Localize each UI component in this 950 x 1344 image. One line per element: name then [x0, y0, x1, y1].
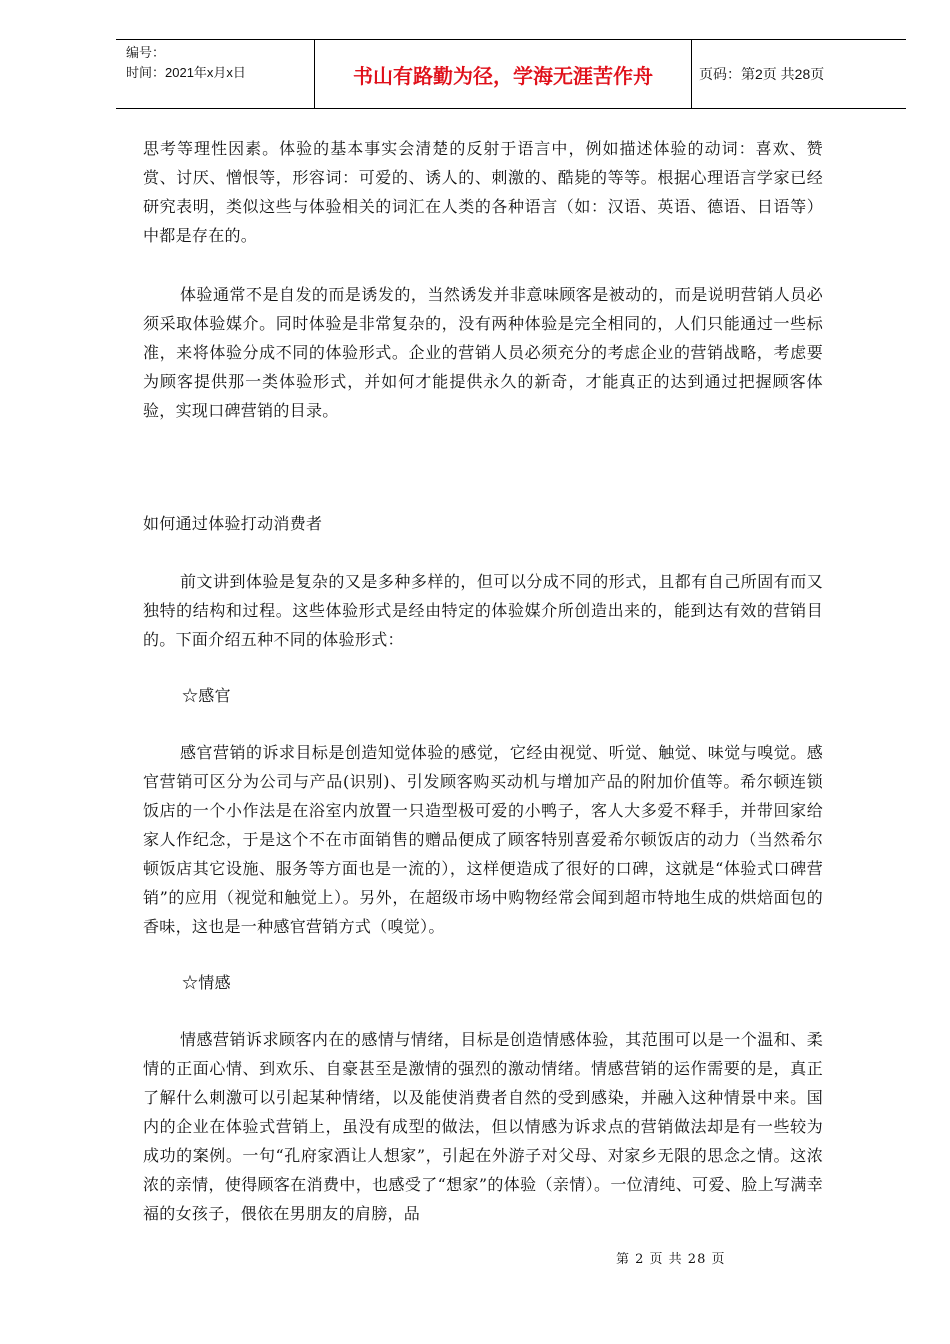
- paragraph-3: 前文讲到体验是复杂的又是多种多样的，但可以分成不同的形式，且都有自己所固有而又独特的结构和过程。这些体验形式是经由特定的体验媒介所创造出来的，能到达有效的营销目的。下面介绍五种不同的体验形式：: [143, 572, 823, 649]
- header-page-info: [691, 40, 906, 108]
- paragraph-4: 感官营销的诉求目标是创造知觉体验的感觉，它经由视觉、听觉、触觉、味觉与嗅觉。感官营销可区分为公司与产品(识别)、引发顾客购买动机与增加产品的附加价值等。希尔顿连锁饭店的一个小作法是在浴室内放置一只造型极可爱的小鸭子，客人大多爱不释手，并带回家给家人作纪念，于是这个不在市面销售的赠品便成了顾客特别喜爱希尔顿饭店的动力（当然希尔顿饭店其它设施、服务等方面也是一流的），这样便造成了很好的口碑，这就是“体验式口碑营销”的应用（视觉和触觉上）。另外，在超级市场中购物经常会闻到超市特地生成的烘焙面包的香味，这也是一种感官营销方式（嗅觉）。: [143, 743, 823, 936]
- paragraph-1: 思考等理性因素。体验的基本事实会清楚的反射于语言中，例如描述体验的动词：喜欢、赞赏、讨厌、憎恨等，形容词：可爱的、诱人的、刺激的、酷毙的等等。根据心理语言学家已经研究表明，类似这些与体验相关的词汇在人类的各种语言（如：汉语、英语、德语、日语等）中都是存在的。: [143, 139, 823, 245]
- paragraph-2: 体验通常不是自发的而是诱发的，当然诱发并非意味顾客是被动的，而是说明营销人员必须采取体验媒介。同时体验是非常复杂的，没有两种体验是完全相同的，人们只能通过一些标准，来将体验分成不同的体验形式。企业的营销人员必须充分的考虑企业的营销战略，考虑要为顾客提供那一类体验形式，并如何才能提供永久的新奇，才能真正的达到通过把握顾客体验，实现口碑营销的目录。: [143, 285, 823, 420]
- subheading-emotion: ☆情感: [182, 973, 231, 992]
- time-label: 时间：2021年x月x日: [126, 65, 246, 80]
- subheading-senses: ☆感官: [182, 686, 231, 705]
- paragraph-5: 情感营销诉求顾客内在的感情与情绪，目标是创造情感体验，其范围可以是一个温和、柔情的正面心情、到欢乐、自豪甚至是激情的强烈的激动情绪。情感营销的运作需要的是，真正了解什么刺激可以引起某种情绪，以及能使消费者自然的受到感染，并融入这种情景中来。国内的企业在体验式营销上，虽没有成型的做法，但以情感为诉求点的营销做法却是有一些较为成功的案例。一句“孔府家酒让人想家”，引起在外游子对父母、对家乡无限的思念之情。这浓浓的亲情，使得顾客在消费中，也感受了“想家”的体验（亲情）。一位清纯、可爱、脸上写满幸福的女孩子，偎依在男朋友的肩膀，品: [143, 1030, 823, 1223]
- header-motto: 书山有路勤为径，学海无涯苦作舟: [314, 40, 692, 108]
- number-label: 编号：: [126, 45, 166, 60]
- page-header: [116, 39, 906, 109]
- section-heading: 如何通过体验打动消费者: [143, 514, 323, 533]
- header-meta: [116, 40, 314, 108]
- page-label: 页码：第2页 共28页: [699, 66, 825, 82]
- page-footer: 第 2 页 共 28 页: [616, 1252, 726, 1267]
